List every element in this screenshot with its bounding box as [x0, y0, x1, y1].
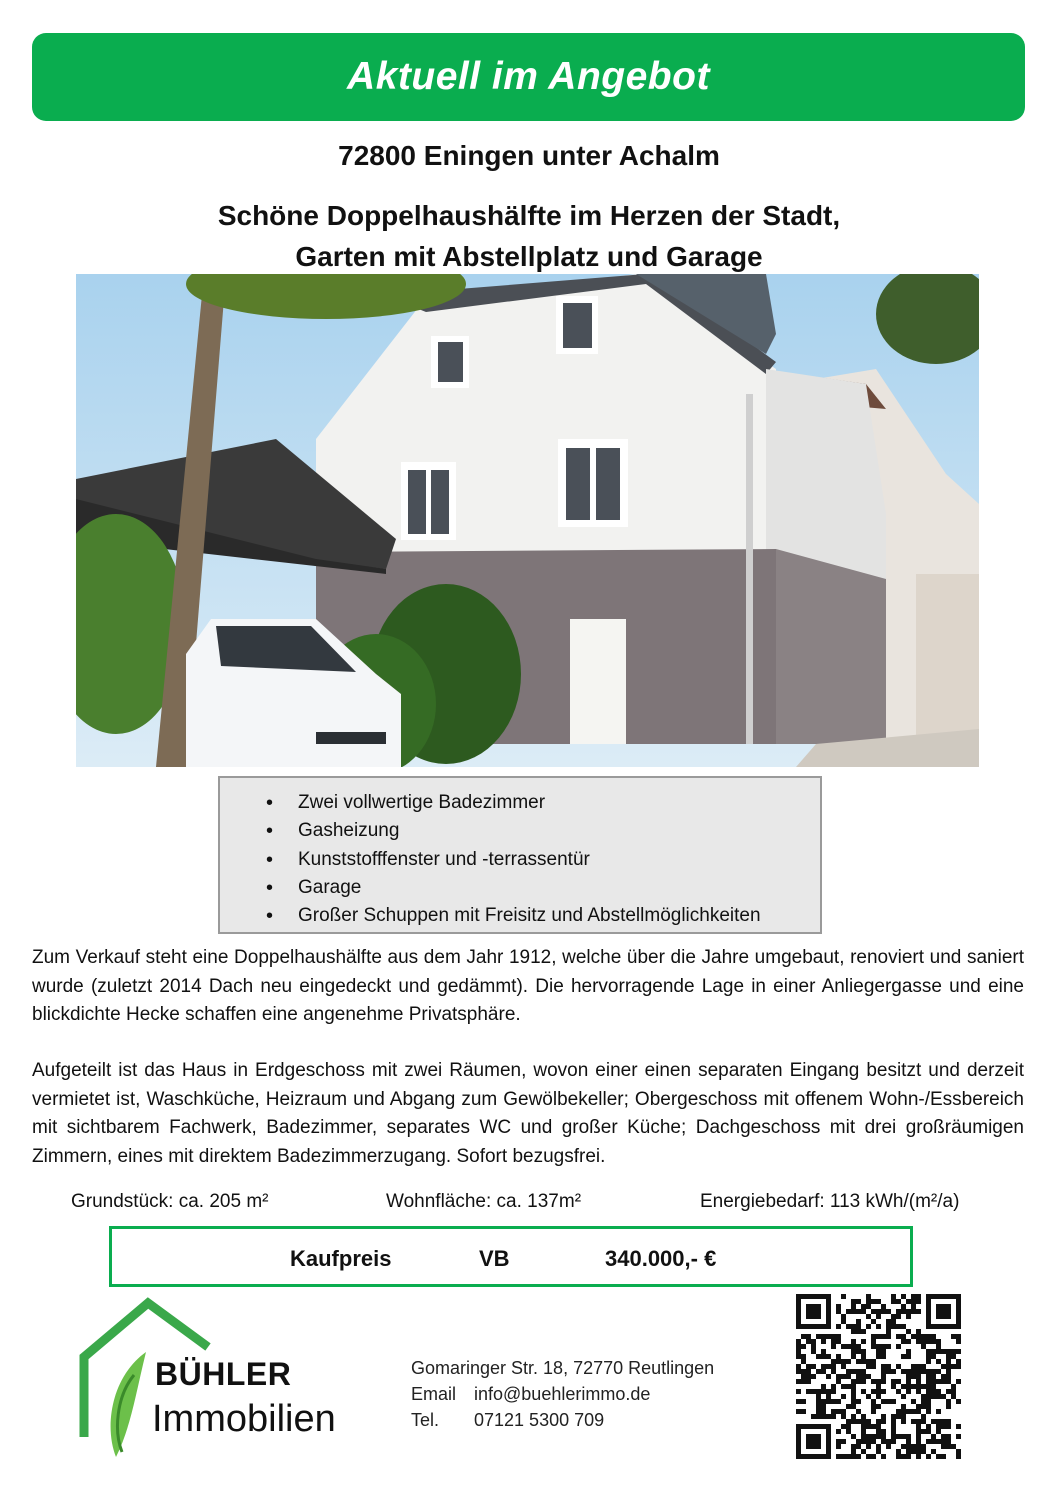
- qr-code-icon: [796, 1294, 961, 1459]
- contact-address: Gomaringer Str. 18, 72770 Reutlingen: [411, 1358, 715, 1378]
- feature-list: [266, 789, 761, 930]
- company-sub: Immobilien: [152, 1398, 336, 1440]
- feature-item: • Kunststofffenster und -terrassentür: [266, 846, 761, 874]
- headline-line-1: Schöne Doppelhaushälfte im Herzen der Stadt,: [217, 200, 841, 231]
- email-link[interactable]: info@buehlerimmo.de: [474, 1384, 651, 1404]
- headline-line-2: Garten mit Abstellplatz und Garage: [295, 241, 763, 272]
- price-type: VB: [479, 1246, 510, 1271]
- listing-headline: [0, 195, 1058, 277]
- feature-item: • Großer Schuppen mit Freisitz und Abstellmöglichkeiten: [266, 902, 761, 930]
- feature-item: • Garage: [266, 874, 761, 902]
- house-photo: [76, 274, 979, 767]
- contact-email-row: [411, 1384, 650, 1405]
- phone-number: 07121 5300 709: [474, 1410, 605, 1430]
- fact-plot-size: Grundstück: ca. 205 m²: [71, 1191, 269, 1212]
- listing-city: 72800 Eningen unter Achalm: [338, 140, 720, 171]
- fact-living-area: Wohnfläche: ca. 137m²: [386, 1191, 582, 1212]
- feature-box: [218, 776, 822, 934]
- banner-title: Aktuell im Angebot: [347, 55, 710, 98]
- company-name: BÜHLER: [155, 1356, 292, 1392]
- description-paragraph-2: Aufgeteilt ist das Haus in Erdgeschoss mit zwei Räumen, wovon einer einen separaten Eingang besitzt und derzeit vermietet ist, Waschküche, Heizraum und Abgang zum Gewölbekeller; Obergeschoss mit offenem Wohn-/Essbereich mit sichtbarem Fachwerk, Badezimmer, separates WC und großer Küche; Dachgeschoss mit drei großräumigen Zimmern, eines mit direktem Badezimmerzugang. Sofort bezugsfrei.: [32, 1060, 1024, 1167]
- description-paragraph-1: Zum Verkauf steht eine Doppelhaushälfte aus dem Jahr 1912, welche über die Jahre umgebaut, renoviert und saniert wurde (zuletzt 2014 Dach neu eingedeckt und gedämmt). Die hervorragende Lage in einer Anliegergasse und eine blickdichte Hecke schaffen eine angenehme Privatsphäre.: [32, 947, 1024, 1025]
- feature-item: • Zwei vollwertige Badezimmer: [266, 789, 761, 817]
- price-amount: 340.000,- €: [605, 1246, 717, 1271]
- email-label: Email: [411, 1384, 457, 1404]
- price-label: Kaufpreis: [290, 1246, 392, 1271]
- phone-label: Tel.: [411, 1410, 440, 1430]
- fact-energy: Energiebedarf: 113 kWh/(m²/a): [700, 1191, 960, 1212]
- price-box: [109, 1226, 913, 1287]
- feature-item: • Gasheizung: [266, 817, 761, 845]
- offer-banner: [32, 33, 1025, 121]
- contact-phone-row: [411, 1410, 604, 1431]
